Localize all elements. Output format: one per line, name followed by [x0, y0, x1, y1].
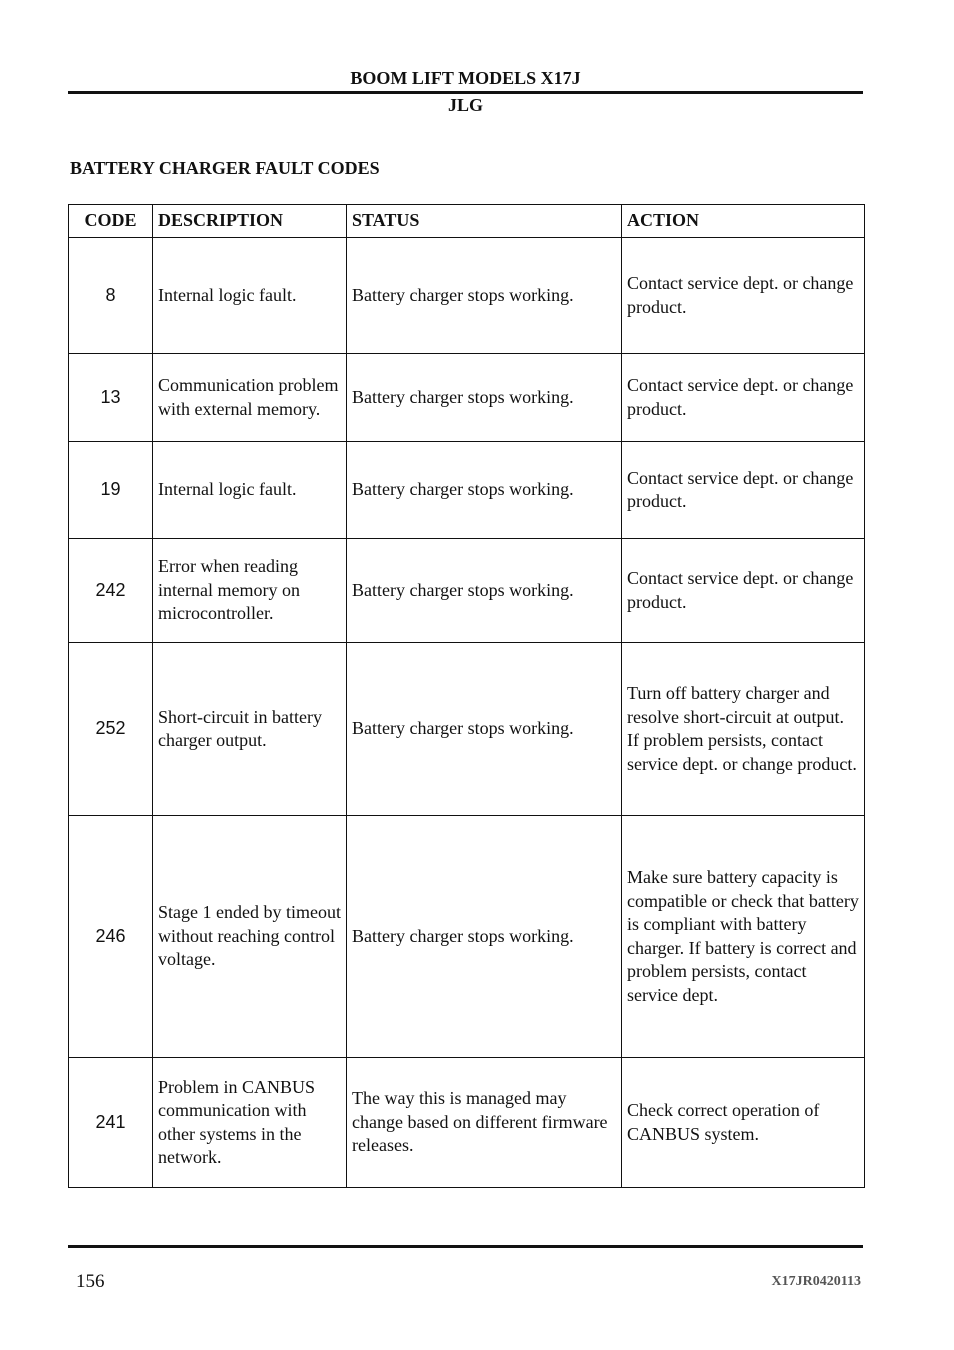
- cell-status: Battery charger stops working.: [347, 539, 622, 643]
- cell-status: Battery charger stops working.: [347, 238, 622, 354]
- table-row: [69, 816, 865, 1058]
- cell-status: Battery charger stops working.: [347, 354, 622, 442]
- page-number: 156: [76, 1271, 105, 1292]
- document-code: X17JR0420113: [771, 1274, 861, 1289]
- cell-code: 246: [69, 816, 153, 1058]
- cell-action: Check correct operation of CANBUS system.: [622, 1058, 865, 1188]
- cell-description: Problem in CANBUS communication with other systems in the network.: [153, 1058, 347, 1188]
- fault-codes-table: [68, 204, 865, 1188]
- column-header-action: ACTION: [622, 205, 865, 238]
- cell-action: Contact service dept. or change product.: [622, 539, 865, 643]
- header-subtitle: JLG: [447, 95, 483, 115]
- cell-action: Contact service dept. or change product.: [622, 442, 865, 539]
- cell-action: Contact service dept. or change product.: [622, 354, 865, 442]
- cell-description: Communication problem with external memory.: [153, 354, 347, 442]
- section-title: BATTERY CHARGER FAULT CODES: [70, 158, 380, 178]
- cell-code: 19: [69, 442, 153, 539]
- cell-code: 8: [69, 238, 153, 354]
- column-header-code: CODE: [69, 205, 153, 238]
- cell-status: Battery charger stops working.: [347, 816, 622, 1058]
- cell-action: Turn off battery charger and resolve short-circuit at output. If problem persists, contact service dept. or change product.: [622, 643, 865, 816]
- table-row: [69, 1058, 865, 1188]
- cell-description: Error when reading internal memory on microcontroller.: [153, 539, 347, 643]
- cell-code: 242: [69, 539, 153, 643]
- cell-action: Make sure battery capacity is compatible or check that battery is compliant with battery charger. If battery is correct and problem persists, contact service dept.: [622, 816, 865, 1058]
- cell-code: 241: [69, 1058, 153, 1188]
- table-row: [69, 643, 865, 816]
- cell-status: Battery charger stops working.: [347, 643, 622, 816]
- cell-description: Short-circuit in battery charger output.: [153, 643, 347, 816]
- table-row: [69, 442, 865, 539]
- column-header-description: DESCRIPTION: [153, 205, 347, 238]
- table-row: [69, 238, 865, 354]
- table-header-row: [69, 205, 865, 238]
- cell-status: The way this is managed may change based on different firmware releases.: [347, 1058, 622, 1188]
- footer-rule: [68, 1245, 863, 1248]
- cell-status: Battery charger stops working.: [347, 442, 622, 539]
- column-header-status: STATUS: [347, 205, 622, 238]
- cell-action: Contact service dept. or change product.: [622, 238, 865, 354]
- table-row: [69, 539, 865, 643]
- cell-description: Internal logic fault.: [153, 442, 347, 539]
- cell-description: Internal logic fault.: [153, 238, 347, 354]
- header-rule: [68, 91, 863, 94]
- cell-description: Stage 1 ended by timeout without reaching control voltage.: [153, 816, 347, 1058]
- cell-code: 13: [69, 354, 153, 442]
- cell-code: 252: [69, 643, 153, 816]
- table-row: [69, 354, 865, 442]
- header-title: BOOM LIFT MODELS X17J: [350, 68, 581, 88]
